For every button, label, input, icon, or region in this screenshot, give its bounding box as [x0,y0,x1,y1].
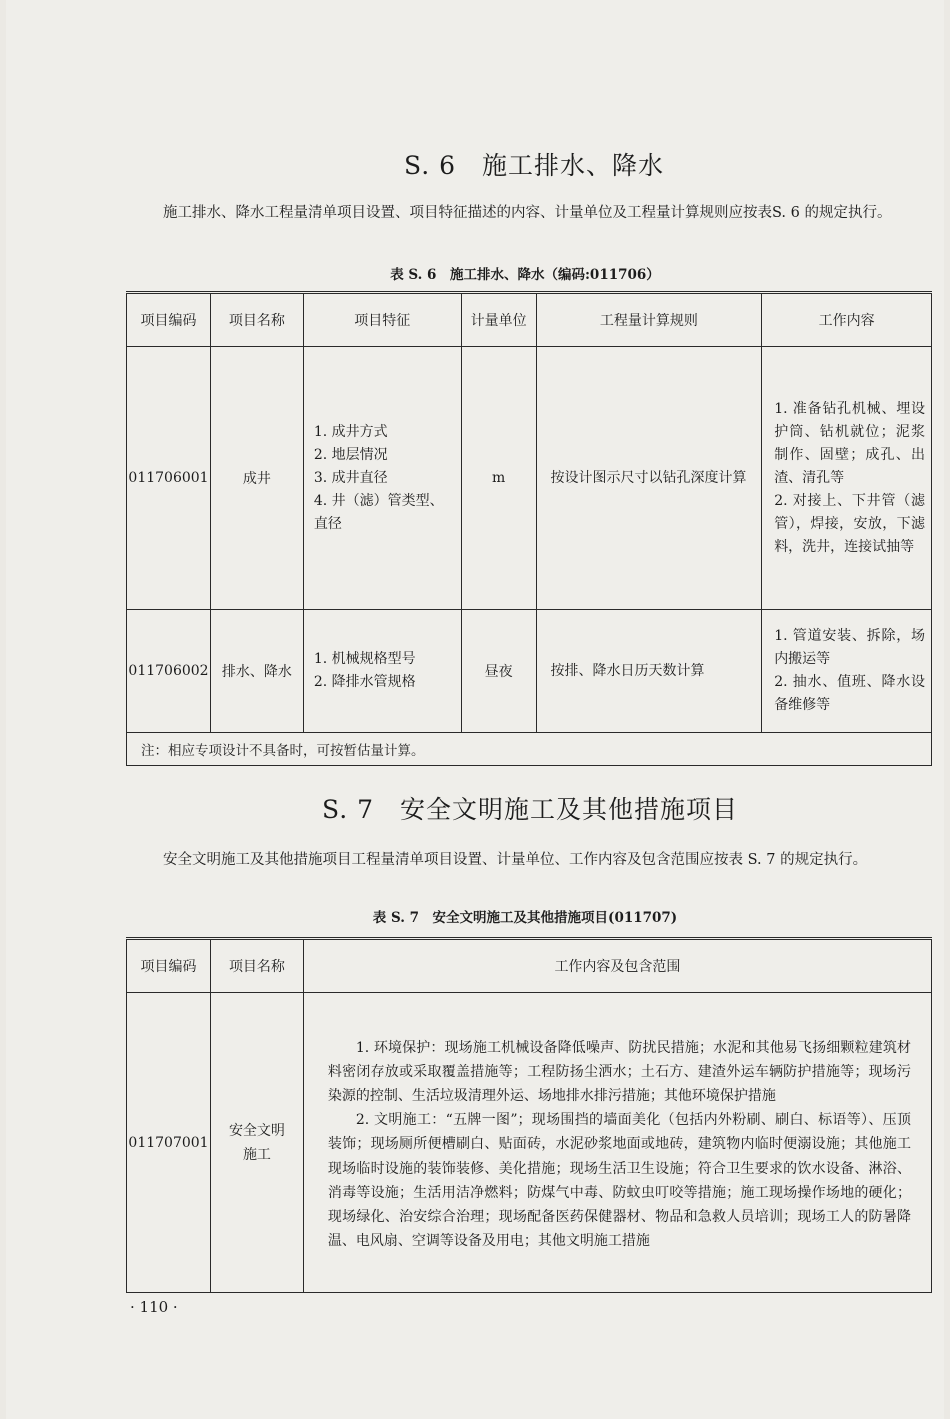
section-s7-intro: 安全文明施工及其他措施项目工程量清单项目设置、计量单位、工作内容及包含范围应按表 S. 7 的规定执行。 [163,852,868,868]
table-s6 [126,291,932,766]
table-note: 注：相应专项设计不具备时，可按暂估量计算。 [127,733,932,766]
header-code: 项目编码 [127,939,211,993]
table-s7 [126,937,932,1293]
item-code: 011706001 [127,347,211,610]
feature-line: 2. 降排水管规格 [313,674,416,690]
scope-paragraph: 1. 环境保护：现场施工机械设备降低噪声、防扰民措施；水泥和其他易飞扬细颗粒建筑材料密闭存放或采取覆盖措施等；工程防扬尘洒水；土石方、建渣外运车辆防护措施等；现场污染源的控制、生活垃圾清理外运、场地排水排污措施；其他环境保护措施 [327,1039,911,1104]
item-rule: 按排、降水日历天数计算 [536,610,762,733]
header-code: 项目编码 [127,293,211,347]
section-s7-title: S. 7 安全文明施工及其他措施项目 [322,795,739,824]
item-name: 成井 [210,347,303,610]
book-page [6,0,944,1419]
header-rule: 工程量计算规则 [536,293,762,347]
item-features [303,347,461,610]
section-s6-intro: 施工排水、降水工程量清单项目设置、项目特征描述的内容、计量单位及工程量计算规则应按表S. 6 的规定执行。 [163,205,892,221]
item-work [762,610,932,733]
work-line: 1. 准备钻孔机械、埋设护筒、钻机就位；泥浆制作、固壁；成孔、出渣、清孔等 [774,400,925,486]
table-row [127,993,932,1293]
feature-line: 1. 机械规格型号 [313,651,416,667]
feature-line: 1. 成井方式 [313,423,388,440]
table-row [127,347,932,610]
item-scope [303,993,931,1293]
work-line: 2. 抽水、值班、降水设备维修等 [774,674,925,713]
page-number: · 110 · [130,1298,178,1316]
work-line: 1. 管道安装、拆除，场内搬运等 [774,628,925,667]
header-unit: 计量单位 [461,293,536,347]
table-row [127,610,932,733]
table-s7-caption: 表 S. 7 安全文明施工及其他措施项目(011707) [372,910,678,926]
item-code: 011706002 [127,610,211,733]
item-rule: 按设计图示尺寸以钻孔深度计算 [536,347,762,610]
header-work: 工作内容 [762,293,932,347]
item-code: 011707001 [127,993,211,1293]
feature-line: 2. 地层情况 [313,446,388,463]
scope-paragraph: 2. 文明施工：“五牌一图”；现场围挡的墙面美化（包括内外粉刷、刷白、标语等）、压顶装饰；现场厕所便槽刷白、贴面砖，水泥砂浆地面或地砖，建筑物内临时便溺设施；其他施工现场临时设施的装饰装修、美化措施；现场生活卫生设施；符合卫生要求的饮水设备、淋浴、消毒等设施；生活用洁净燃料；防煤气中毒、防蚊虫叮咬等措施；施工现场操作场地的硬化；现场绿化、治安综合治理；现场配备医药保健器材、物品和急救人员培训；现场工人的防暑降温、电风扇、空调等设备及用电；其他文明施工措施 [327,1112,911,1250]
item-unit: m [461,347,536,610]
feature-line: 4. 井（滤）管类型、直径 [313,492,444,532]
feature-line: 3. 成井直径 [313,469,388,486]
work-line: 2. 对接上、下井管（滤管），焊接，安放，下滤料，洗井，连接试抽等 [774,492,925,555]
table-s6-header-row [127,293,932,347]
header-scope: 工作内容及包含范围 [303,939,931,993]
item-unit: 昼夜 [461,610,536,733]
item-work [762,347,932,610]
section-s6-title: S. 6 施工排水、降水 [404,151,665,180]
table-s6-caption: 表 S. 6 施工排水、降水（编码:011706） [390,267,660,283]
item-name: 排水、降水 [210,610,303,733]
item-features [303,610,461,733]
header-name: 项目名称 [210,939,303,993]
header-name: 项目名称 [210,293,303,347]
item-name: 安全文明施工 [210,993,303,1293]
header-features: 项目特征 [303,293,461,347]
table-s7-header-row [127,939,932,993]
table-note-row [127,733,932,766]
